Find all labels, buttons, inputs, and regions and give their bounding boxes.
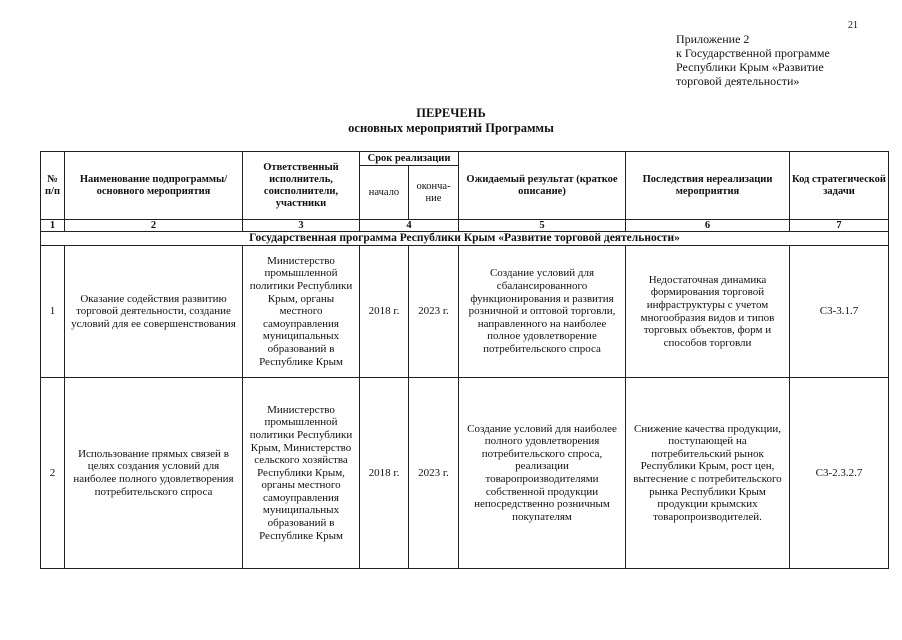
column-number: 4 — [360, 220, 459, 232]
row-start: 2018 г. — [360, 246, 409, 378]
title-subline: основных мероприятий Программы — [348, 121, 554, 135]
row-responsible: Министерство промышленной политики Республики Крым, Министерство сельского хозяйства Республики Крым, органы местного самоуправления муниципальных образований в Республике Крым — [243, 378, 360, 569]
page-number: 21 — [848, 20, 858, 31]
column-number: 3 — [243, 220, 360, 232]
row-code: С3-2.3.2.7 — [790, 378, 889, 569]
program-title-row: Государственная программа Республики Крым «Развитие торговой деятельности» — [41, 232, 889, 246]
appendix-line: Республики Крым «Развитие — [676, 60, 824, 74]
header-result: Ожидаемый результат (краткое описание) — [459, 152, 626, 220]
column-number: 5 — [459, 220, 626, 232]
row-code: С3-3.1.7 — [790, 246, 889, 378]
appendix-note — [676, 32, 830, 88]
header-responsible: Ответственный исполнитель, соисполнители, участники — [243, 152, 360, 220]
header-period: Срок реализации — [360, 152, 459, 166]
row-num: 1 — [41, 246, 65, 378]
document-title — [0, 106, 902, 136]
row-consequences: Снижение качества продукции, поступающей на потребительский рынок Республики Крым, рост цен, вытеснение с потребительского рынка Республики Крым продукции крымских товаропроизводителей. — [626, 378, 790, 569]
row-result: Создание условий для наиболее полного удовлетворения потребительского спроса, реализации товаропроизводителями собственной продукции непосредственно розничным покупателям — [459, 378, 626, 569]
row-responsible: Министерство промышленной политики Республики Крым, органы местного самоуправления муниципальных образований в Республике Крым — [243, 246, 360, 378]
title-line: ПЕРЕЧЕНЬ — [416, 106, 486, 120]
row-name: Оказание содействия развитию торговой деятельности, создание условий для ее совершенствования — [65, 246, 243, 378]
table-row — [41, 378, 889, 569]
row-end: 2023 г. — [409, 246, 459, 378]
appendix-line: к Государственной программе — [676, 46, 830, 60]
row-result: Создание условий для сбалансированного функционирования и развития розничной и оптовой торговли, направленного на наиболее полное удовлетворение потребительского спроса — [459, 246, 626, 378]
measures-table — [40, 151, 889, 569]
row-end: 2023 г. — [409, 378, 459, 569]
header-end: оконча-ние — [409, 166, 459, 220]
header-start: начало — [360, 166, 409, 220]
header-code: Код стратегической задачи — [790, 152, 889, 220]
column-number: 1 — [41, 220, 65, 232]
header-consequences: Последствия нереализации мероприятия — [626, 152, 790, 220]
column-number: 2 — [65, 220, 243, 232]
header-num: № п/п — [41, 152, 65, 220]
appendix-line: торговой деятельности» — [676, 74, 800, 88]
appendix-line: Приложение 2 — [676, 32, 750, 46]
row-start: 2018 г. — [360, 378, 409, 569]
row-consequences: Недостаточная динамика формирования торговой инфраструктуры с учетом многообразия видов и типов торговых объектов, форм и способов торговли — [626, 246, 790, 378]
row-name: Использование прямых связей в целях создания условий для наиболее полного удовлетворения потребительского спроса — [65, 378, 243, 569]
row-num: 2 — [41, 378, 65, 569]
header-name: Наименование подпрограммы/основного мероприятия — [65, 152, 243, 220]
column-number: 6 — [626, 220, 790, 232]
table-row — [41, 246, 889, 378]
column-number: 7 — [790, 220, 889, 232]
